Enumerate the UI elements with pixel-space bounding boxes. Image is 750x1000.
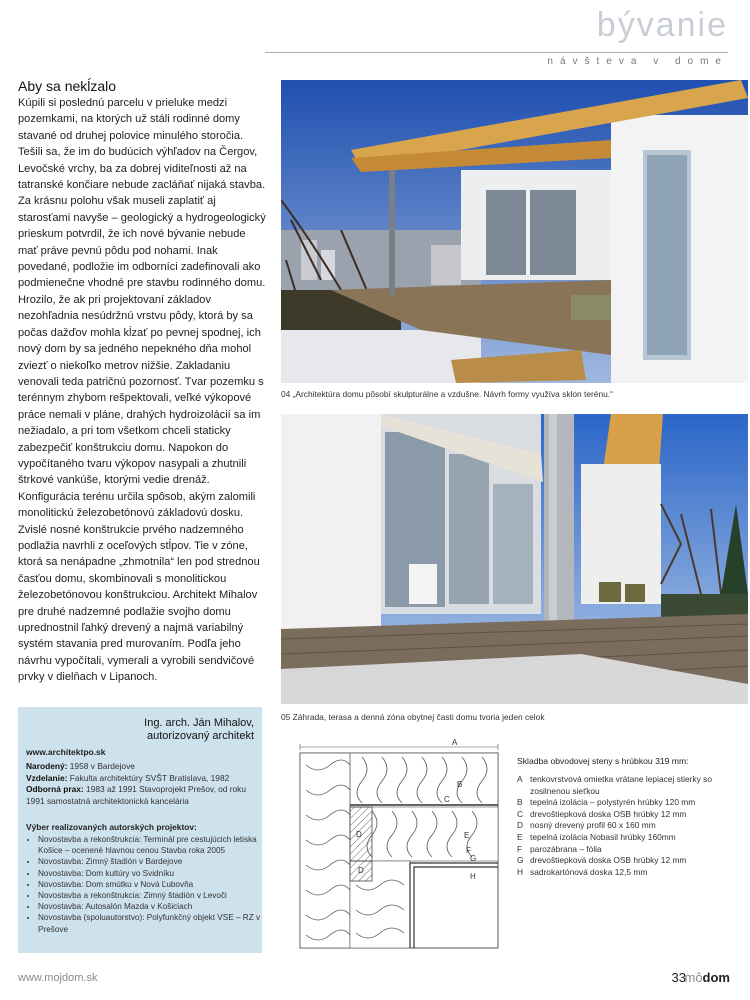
list-item: • Novostavba: Dom smútku v Nová Ľubovňa [38, 879, 270, 890]
wall-section-diagram [292, 735, 502, 950]
architect-name-line1: Ing. arch. Ján Mihalov, [144, 717, 254, 729]
diagram-label-f: F [466, 846, 471, 855]
magazine-logo [684, 970, 730, 985]
logo-part-a: mô [684, 970, 703, 985]
diagram-label-c: C [444, 795, 450, 804]
header-rule [265, 52, 728, 53]
footer-url: www.mojdom.sk [18, 972, 98, 984]
legend-item [517, 797, 747, 809]
legend [517, 774, 747, 878]
legend-item [517, 844, 747, 856]
legend-item [517, 774, 747, 797]
legend-item [517, 820, 747, 832]
legend-item [517, 855, 747, 867]
architect-box [18, 707, 262, 953]
diagram-label-g: G [470, 854, 477, 863]
photo-caption-2: 05 Záhrada, terasa a denná zóna obytnej časti domu tvoria jeden celok [281, 712, 545, 722]
legend-text: tepelná izolácia – polystyrén hrúbky 120 mm [530, 797, 696, 808]
legend-item [517, 809, 747, 821]
diagram-label-b: B [457, 780, 463, 789]
prax-value: 1983 až 1991 Stavoprojekt Prešov, od roku 1991 samostatná architektonická kancelária [26, 784, 247, 806]
logo-part-b: dom [702, 970, 730, 985]
legend-letter: F [517, 843, 523, 854]
section-subtitle: návšteva v dome [547, 56, 728, 67]
legend-letter: E [517, 831, 523, 842]
list-item: • Novostavba a rekonštrukcia: Zimný štadión v Levoči [38, 890, 270, 901]
born-value: 1958 v Bardejove [69, 761, 135, 771]
legend-letter: D [517, 820, 524, 831]
diagram-label-e: E [464, 831, 470, 840]
diagram-label-h: H [470, 872, 476, 881]
article-body: Kúpili si poslednú parcelu v prieluke medzi pozemkami, na ktorých už stáli rodinné domy stavané od druhej polovice minulého storočia. Tešili sa, že im do budúcich výhľadov na Čergov, Levočské vrchy, ba za dobrej viditeľnosti až na tatranské končiare nebude zacláňať nijaká stavba. Za krásnu polohu však museli zaplatiť aj starosťami navyše – geologický a hydrogeologický prieskum potvrdil, že ich nové bývanie nebude mať práve pevnú pôdu pod nohami. Inak povedané, podložie im odborníci zadefinovali ako podmienečne vhodné pre stavbu rodinného domu. Hrozilo, že ak pri projektovaní základov nezohľadnia nesúdržnú vrstvu pôdy, ktorá by sa počas dažďov mohla kĺzať po pevnej spodnej, ich nový dom by sa jedného nepekného dňa mohol zviezť o niekoľko metrov nižšie. Zakladaniu venovali teda patričnú pozornosť. Tvar pozemku s terénnym zhybom rešpektovali, veľké výkopové práce nemali v pláne, drahých hydroizolácií sa im nežiadalo, a pri tom všetkom chceli staticky zabezpečiť konštrukciu domu. Napokon do vypočítaného tvaru výkopov nasypali a zhutnili štrkové vankúše, ktorými vedie drenáž. Konfigurácia terénu určila spôsob, akým zalomili monolitickú železobetónovú základovú dosku. Zvislé nosné konštrukcie prvého nadzemného podlažia navrhli z oceľových stĺpov. Tie v zóne, ktorá sa nenápadne „zhmotnila“ len pod strednou časťou domu, skombinovali s monolitickou železobetónovou konštrukciou. Architekt Mihalov pre druhé nadzemné podlažie svojho domu uprednostnil ľahký drevený a najmä variabilný systém stavania pred murovaním. Podľa jeho návrhu vypočítali, vymerali a vyrobili sendvičové prvky v dielňach v Lipanoch. [18, 97, 266, 684]
architect-name [144, 717, 254, 743]
legend-text: parozábrana – fólia [530, 843, 602, 854]
legend-text: tepelná izolácia Nobasil hrúbky 160mm [530, 831, 676, 842]
legend-letter: G [517, 855, 524, 866]
edu-value: Fakulta architektúry SVŠT Bratislava, 1982 [69, 772, 230, 783]
list-item: • Novostavba: Zimný štadión v Bardejove [38, 856, 270, 867]
legend-text: tenkovrstvová omietka vrátane lepiacej stierky so zosilnenou sieťkou [530, 774, 713, 796]
born-label: Narodený: [26, 761, 68, 771]
diagram-label-d2: D [358, 866, 364, 875]
article-title: Aby sa nekĺzalo [18, 78, 117, 94]
legend-item [517, 832, 747, 844]
house-exterior-photo [281, 80, 748, 383]
legend-letter: A [517, 774, 523, 784]
legend-text: drevoštiepková doska OSB hrúbky 12 mm [530, 855, 687, 866]
projects-list [26, 834, 270, 935]
legend-item [517, 867, 747, 879]
list-item: • Novostavba (spoluautorstvo): Polyfunkčný objekt VSE – RZ v Prešove [38, 912, 270, 934]
list-item: • Novostavba: Dom kultúry vo Svidníku [38, 868, 270, 879]
section-title: bývanie [596, 6, 728, 44]
diagram-label-d: D [356, 830, 362, 839]
prax-label: Odborná prax: [26, 784, 84, 795]
legend-title: Skladba obvodovej steny s hrúbkou 319 mm: [517, 756, 689, 766]
edu-label: Vzdelanie: [26, 772, 68, 783]
list-item: • Novostavba a rekonštrukcia: Terminál pre cestujúcich letiska Košice – ocenené hlavnou cenou Stavba roka 2005 [38, 834, 270, 856]
projects-heading: Výber realizovaných autorských projektov: [26, 822, 197, 832]
architect-facts [26, 761, 258, 807]
legend-text: sadrokartónová doska 12,5 mm [530, 866, 648, 877]
legend-letter: B [517, 797, 523, 808]
architect-name-line2: autorizovaný architekt [147, 730, 254, 742]
diagram-label-a: A [452, 738, 458, 747]
photo-caption-1: 04 „Architektúra domu pôsobí skulpturálne a vzdušne. Návrh formy využíva sklon terénu.“ [281, 389, 613, 399]
terrace-photo [281, 414, 748, 704]
page-number: 33 [671, 970, 686, 985]
legend-text: drevoštiepková doska OSB hrúbky 12 mm [530, 808, 687, 819]
legend-letter: H [517, 866, 524, 877]
architect-website: www.architektpo.sk [26, 747, 106, 757]
list-item: • Novostavba: Autosalón Mazda v Košiciach [38, 901, 270, 912]
legend-text: nosný drevený profil 60 x 160 mm [530, 820, 656, 831]
legend-letter: C [517, 808, 524, 819]
